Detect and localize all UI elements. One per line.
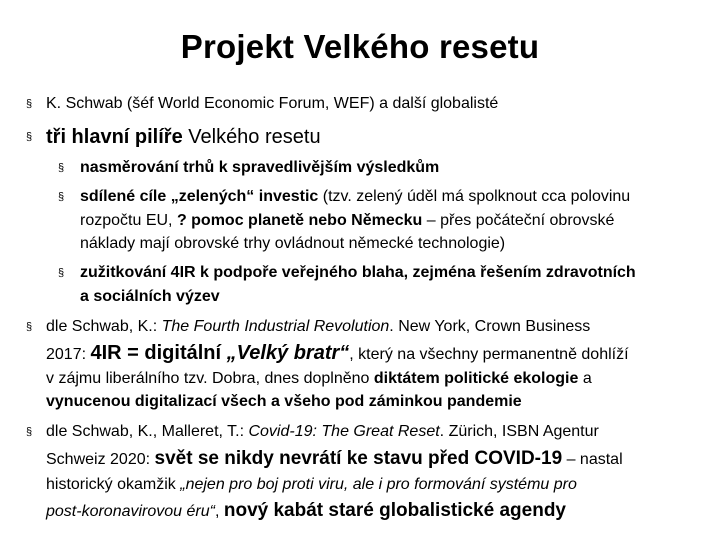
sub-bullet-icon: § (58, 267, 65, 279)
bullet-3-line2 (46, 339, 629, 369)
bullet-2-rest: Velkého resetu (182, 126, 321, 148)
bullet-3-c-bold: diktátem politické ekologie (373, 370, 579, 387)
bullet-3-line1 (46, 316, 590, 338)
bullet-icon: § (26, 426, 33, 438)
sub-bullet-2-line1 (80, 186, 630, 208)
bullet-3-book-title: The Fourth Industrial Revolution (161, 318, 390, 335)
sub-bullet-3-line2: a sociálních výzev (80, 288, 220, 305)
bullet-2-text (46, 124, 321, 150)
bullet-3-a-rest: . New York, Crown Business (389, 318, 591, 335)
slide-title: Projekt Velkého resetu (180, 28, 540, 65)
sub-bullet-2-bold-a: sdílené cíle „zelených“ investic (80, 188, 319, 205)
sub-bullet-1-text: nasměrování trhů k spravedlivějším výsledkům (80, 159, 440, 176)
bullet-4-a: dle Schwab, K., Malleret, T.: (46, 423, 249, 440)
bullet-4-line1 (46, 421, 599, 443)
bullet-3-c-rest: a (578, 370, 592, 387)
bullet-icon: § (26, 321, 33, 333)
sub-bullet-2-line2 (80, 210, 614, 232)
bullet-4-line2 (46, 445, 623, 474)
bullet-3-a: dle Schwab, K.: (46, 318, 162, 335)
bullet-3-bold: 4IR = digitální (90, 342, 227, 364)
bullet-4-book-title: Covid-19: The Great Reset (248, 423, 440, 440)
bullet-3-b-rest: , který na všechny permanentně dohlíží (349, 346, 629, 363)
bullet-4-d-bold: nový kabát staré globalistické agendy (223, 500, 566, 521)
bullet-4-b-rest: – nastal (562, 451, 623, 468)
sub-bullet-icon: § (58, 191, 65, 203)
bullet-4-c-italic: „nejen pro boj proti viru, ale i pro formování systému pro (180, 476, 577, 493)
sub-bullet-3-line1: zužitkování 4IR k podpoře veřejného blaha, zejména řešením zdravotních (80, 264, 636, 281)
bullet-icon: § (26, 98, 33, 110)
bullet-3-year: 2017: (46, 346, 91, 363)
bullet-3-bold-italic: „Velký bratr“ (226, 342, 350, 364)
sub-bullet-2-bold-b: ? pomoc planetě nebo Německu (176, 212, 423, 229)
bullet-4-c: historický okamžik (46, 476, 181, 493)
bullet-3-line3 (46, 368, 592, 390)
bullet-4-line4 (46, 497, 566, 526)
bullet-icon: § (26, 131, 33, 143)
bullet-4-d: , (214, 503, 224, 520)
bullet-3-line4: vynucenou digitalizací všech a všeho pod záminkou pandemie (46, 393, 522, 410)
bullet-4-a-rest: . Zürich, ISBN Agentur (439, 423, 599, 440)
sub-bullet-icon: § (58, 162, 65, 174)
bullet-4-b: Schweiz 2020: (46, 451, 155, 468)
sub-bullet-2-b: rozpočtu EU, (80, 212, 177, 229)
bullet-4-d-italic: post-koronavirovou éru“ (46, 503, 215, 520)
bullet-3-c: v zájmu liberálního tzv. Dobra, dnes doplněno (46, 370, 374, 387)
bullet-1-text: K. Schwab (šéf World Economic Forum, WEF) a další globalisté (46, 95, 499, 112)
bullet-4-bold: svět se nikdy nevrátí ke stavu před COVID-19 (154, 448, 563, 469)
sub-bullet-2-a: (tzv. zelený úděl má spolknout cca polovinu (318, 188, 631, 205)
sub-bullet-2-line3: náklady mají obrovské trhy ovládnout německé technologie) (80, 235, 506, 252)
sub-bullet-2-c: – přes počáteční obrovské (422, 212, 615, 229)
bullet-4-line3 (46, 474, 577, 496)
bullet-2-bold: tři hlavní pilíře (46, 126, 183, 148)
